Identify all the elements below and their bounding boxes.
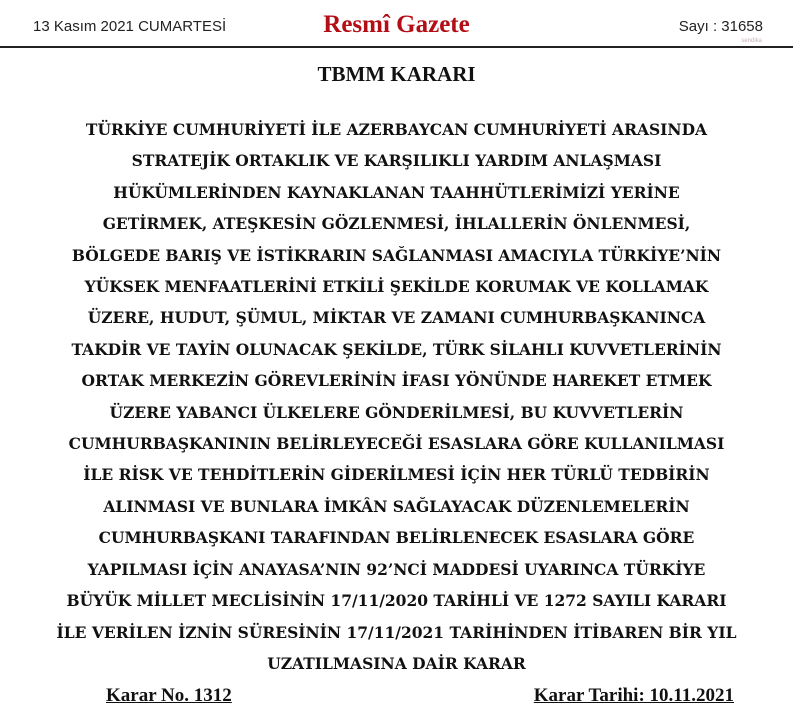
subject-line: BÜYÜK MİLLET MECLİSİNİN 17/11/2020 TARİHLİ VE 1272 SAYILI KARARI xyxy=(66,591,727,611)
subject-line: HÜKÜMLERİNDEN KAYNAKLANAN TAAHHÜTLERİMİZİ YERİNE xyxy=(113,182,680,202)
subject-line: BÖLGEDE BARIŞ VE İSTİKRARIN SAĞLANMASI AMACIYLA TÜRKİYE’NİN xyxy=(71,245,722,265)
subject-line: YAPILMASI İÇİN ANAYASA’NIN 92’NCİ MADDESİ UYARINCA TÜRKİYE xyxy=(87,559,706,579)
decision-date: Karar Tarihi: 10.11.2021 xyxy=(533,685,734,706)
subject-line: ÜZERE, HUDUT, ŞÜMUL, MİKTAR VE ZAMANI CUMHURBAŞKANINCA xyxy=(87,308,706,328)
subject-line: STRATEJİK ORTAKLIK VE KARŞILIKLI YARDIM ANLAŞMASI xyxy=(131,151,662,171)
subject-line: CUMHURBAŞKANI TARAFINDAN BELİRLENECEK ESASLARA GÖRE xyxy=(98,528,695,548)
watermark: sendika xyxy=(741,38,762,44)
subject-line: İLE VERİLEN İZNİN SÜRESİNİN 17/11/2021 TARİHİNDEN İTİBAREN BİR YIL xyxy=(56,622,737,642)
subject-line: İLE RİSK VE TEHDİTLERİN GİDERİLMESİ İÇİN HER TÜRLÜ TEDBİRİN xyxy=(83,465,710,485)
subject-line: YÜKSEK MENFAATLERİNİ ETKİLİ ŞEKİLDE KORUMAK VE KOLLAMAK xyxy=(84,277,709,297)
subject-line: ALINMASI VE BUNLARA İMKÂN SAĞLAYACAK DÜZENLEMELERİN xyxy=(103,496,690,516)
gazette-header xyxy=(0,0,793,48)
subject-line: CUMHURBAŞKANININ BELİRLEYECEĞİ ESASLARA GÖRE KULLANILMASI xyxy=(68,434,725,454)
decision-number: Karar No. 1312 xyxy=(106,685,232,706)
publication-title: Resmî Gazete xyxy=(323,11,470,38)
document-title: TBMM KARARI xyxy=(317,62,476,86)
subject-line: GETİRMEK, ATEŞKESİN GÖZLENMESİ, İHLALLERİN ÖNLENMESİ, xyxy=(102,214,691,234)
subject-line: ORTAK MERKEZİN GÖREVLERİNİN İFASI YÖNÜNDE HAREKET ETMEK xyxy=(81,371,712,391)
decision-subject xyxy=(55,114,738,679)
subject-line: TÜRKİYE CUMHURİYETİ İLE AZERBAYCAN CUMHURİYETİ ARASINDA xyxy=(85,120,708,139)
issue-number: Sayı : 31658 xyxy=(678,18,763,35)
subject-line: TAKDİR VE TAYİN OLUNACAK ŞEKİLDE, TÜRK SİLAHLI KUVVETLERİNİN xyxy=(71,339,722,359)
subject-line: ÜZERE YABANCI ÜLKELERE GÖNDERİLMESİ, BU KUVVETLERİN xyxy=(109,402,684,422)
issue-date: 13 Kasım 2021 CUMARTESİ xyxy=(33,18,227,35)
subject-line: UZATILMASINA DAİR KARAR xyxy=(267,653,526,673)
